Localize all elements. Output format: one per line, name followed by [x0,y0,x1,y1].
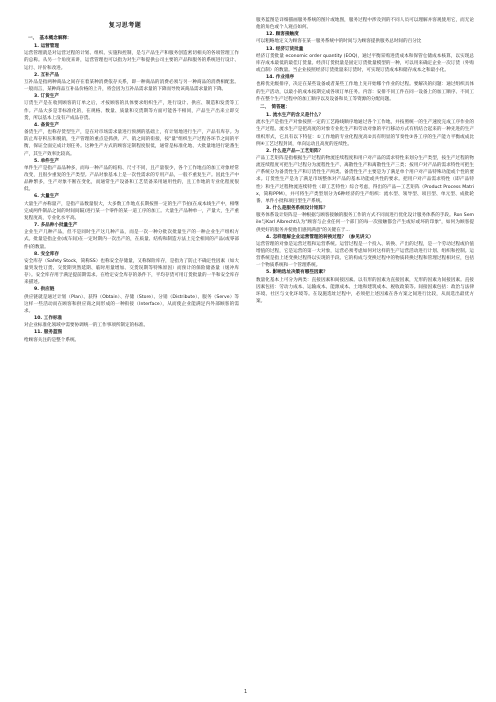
concept-item-title [24,251,239,258]
concept-item-text: 供应链就是通过计划（Plan）、获得（Obtain）、存储（Store）、分销（Distribute）、服务（Serve）等这样一些活动而在顾客和供应商之间形成的一种衔接（Interface），从而使企业能满足内外部顾客的需求。 [24,294,239,314]
concept-item-number: 14. [266,75,275,81]
concept-item-title-text: 单件生产 [40,158,59,164]
concept-item-number: 2. [34,72,39,78]
concept-item-number: 11. [34,330,43,336]
right-column [256,17,474,305]
concept-item-number: 1. [34,44,39,50]
question-item-title [256,234,474,241]
concept-item-title-text: 互补产品 [40,72,59,78]
concept-item-title [24,72,239,79]
concept-item-text: 企业生产几种产品，但不是同时生产这几种产品，而是一次一种分批次批量生产的一种企业生产组织方式。批量是指企业(或车间)在一定时期内一次出产的，在质量、结构和制造方法上完全相同的产品(或零部件)的数量。 [24,230,239,250]
concept-item-title-text: 多品种小批量生产 [40,223,78,229]
concept-item-title [24,222,239,229]
question-item-title [256,269,474,276]
concept-item-title-text: 顾客接触度 [275,32,299,38]
concept-item-title-text: 安全库存 [40,251,59,257]
concept-item-text: 单件生产是指产品品种多，而每一种产品的结构、尺寸不同，且产量很少，各个工作地点的加工对象经常改变，且很少重复的生产类型。产品对象基本上是一次性需求的专用产品，一般不重复生产。因此生产中品种繁多，生产对象不断在变化，而通常生产设备和工艺装备采用通用性的，且工作地的专业化程度很低。 [24,165,239,193]
concept-item-title-text: 订货生产 [40,94,59,100]
question-item-text: 运营管理的对象是运营过程和运营系统。运营过程是一个投入、转换、产出的过程，是一个劳动过程或价值增值的过程，它是运营的第一大对象，运营必须考虑如何对这样的生产运营活动进行计划、组织和控制。运营系统是指上述变换过程得以实现的手段。它的构成与变换过程中的物质转换过程和管理过程相对应，包括一个物质系统和一个管理系统。 [256,241,474,269]
doc-title: 复习思考题 [108,22,142,29]
concept-item-title-text: 备货生产 [40,122,59,128]
concept-item-text: 订货生产是在收到顾客的订单之后，才按顾客的具体要求组织生产，进行设计、供应、制造和发货等工作。产品大多是非标准化的，在规格、数量、质量和交货期等方面可能各不相同，产品生产出来立即交货，所以基本上没有产成品存货。 [24,101,239,121]
left-column [24,34,239,344]
concept-item-title-text: 作业排序 [275,75,295,81]
question-item-number: 2. [266,148,271,154]
question-item-title-text: 什么是服务系统设计矩阵？ [272,206,328,212]
concept-item-number: 7. [34,223,39,229]
concept-item-text: 大量生产亦称量产，是指产品数量很大，大多数工作地点长期按照一定的生产节拍(在成本线生产中，相继完成两件制品之间的时间间隔)进行某一个零件的某一道工序的加工。大量生产品种单一，产量大，生产重复程度高，专业化水平高。 [24,201,239,221]
question-item-text: 服务体系设计矩阵是一种根据与顾客接触的服务工作的方式不同而进行优化设计服务体系的手段。Ron Semile与Karl Albrecht认为"顾客与企业任何一个部门的每一次接触都会产生或好或坏的印象"，如何为顾客提供更好的服务并使他们感到满意"的关键在于... [256,213,474,233]
concept-item-number: 8. [34,251,39,257]
question-item-title [256,112,474,119]
question-item-title-text: 什么是产品—工艺矩阵？ [272,148,324,154]
concept-item-text: 互补品是指两种商品之间存在着某种消费依存关系，即一种商品的消费必须与另一种商品的消费相配套。一般而言，某种商品互补品价格的上升，将会因为互补品需求量的下降而导致该商品需求量的下降。 [24,79,239,93]
concept-item-number: 6. [34,194,39,200]
concept-item-title [24,286,239,293]
concept-item-title [256,46,474,53]
question-item-text: 数量化基本上可分为两类：直接因素和间接因素。以有形的因素为直接因素，无形的因素为间接因素。直接因素包括：劳动力成本、运输成本、能源成本、土地和建筑成本、税收政策等。间接因素包括：政治与法律环境、社区与文化环境等。在设施选址过程中，必须把上述因素在各方案之间进行比较，从而选出最优方案。 [256,277,474,305]
question-item-number: 3. [266,206,271,212]
concept-item-title [24,193,239,200]
concept-item-title [24,329,239,336]
concept-item-title-text: 大量生产 [40,194,59,200]
concept-item-number: 12. [266,32,275,38]
page-number: 1 [244,689,248,695]
question-item-title [256,148,474,155]
question-item-number: 1. [266,113,271,119]
concept-item-text: 备货生产，也称存货型生产，是在对市场需求量进行预测的基础上，有计划地进行生产，产品有库存。为防止库存积压和脱销，生产管理的重点是抓供、产、销之间的衔接，按"量"组织生产过程各环节之间的平衡，保证全面完成计划任务。这种生产方式的顾客定制程度很低，通常是标准化地、大批量地进行轮番生产，其生产效率比较高。 [24,130,239,157]
concept-item-number: 13. [266,46,275,52]
concept-item-number: 9. [34,287,39,293]
question-item-title-text: 影响选址决策有哪些因素？ [272,270,328,276]
question-item-title-text: 流水生产的含义是什么？ [272,113,324,119]
concept-item-text: 对企业标准化领域中需要协调统一的工作事项所制定的标准。 [24,323,149,329]
concept-item-title [24,122,239,129]
concept-item-title-text: 运营管理 [40,44,59,50]
question-item-title [256,205,474,212]
section-heading-concepts: 一、 基本概念解释： [28,36,72,41]
section-heading-short-answer: 二、 简答题： [260,104,290,110]
service-blueprint-continued: 服务蓝图是详细描画服务系统的图片或地图，服务过程中涉及到的不同人员可以理解并客观使用它，而无论他的角色或个人观点如何。 [256,18,474,31]
question-item-title-text: 怎样理解企业运营管理的转换过程？（参见讲义） [272,234,374,240]
question-item-text: 产品工艺矩阵是指根据生产过程的物流连续程度和用户对产品的需求特性来划分生产类型，按生产过程的物流连续程度可把生产过程分为流程性生产、离散性生产和离散性生产三类；按用户对产品的需求特性可把生产系统分为备货性生产和订货性生产两类。备货性生产主要是为了满足单个用户对产品特殊功能或个性的要求。订货性生产是为了满足市场整体对产品的基本功能或共性的要求。把用户对产品需求特性（即产品特性）和生产过程物流连续特性（即工艺特性）综合考虑，得出的产品—工艺矩阵（Product Process Matrix，简称PPM），并可将生产类型划分为6种经济的生产组织：流水型、领导型、项目型、单元型、成批轮番、单件小批和项目型生产系统。 [256,155,474,204]
concept-item-text: 给顾客关注的是整个系统。 [24,337,80,343]
concept-item-text: 经济订货批量 economic order quantity (EOQ)，通过平衡采购进货成本和保管仓储成本核算，以实现总库存成本最低的最佳订货量。经济订货批量是固定订货批量模型的一种，可以用来确定企业一次订货（外购或自制）的数量。当企业按照经济订货批量来订货时，可实现订货成本和储存成本之和最小化。 [256,53,474,74]
question-list [256,112,474,305]
concept-item-title-text: 经济订货批量 [275,46,304,52]
question-item-text: 流水生产是指生产对象按照一定的工艺路线顺序地通过各个工作地，并按照统一的生产速度完成工序作业的生产过程。流水生产是把高度的对象专业化生产和劳动对象的平行移动方式有机结合起来的一种先进的生产组织形式，它具有以下特征：①工作地的专业化程度高②具有明显的节奏性③各工序的生产能力平衡或成比例④工艺过程封闭，单向运动且高度的连续性。 [256,120,474,147]
concept-item-number: 4. [34,122,39,128]
concept-item-number: 5. [34,158,39,164]
concept-item-number: 3. [34,94,39,100]
concept-item-title-text: 工作标准 [43,316,63,322]
concept-item-text: 也称优先级排序，决定在某些设备或者某些工作地上先开始哪个作业的过程。要解决的问题：通过组织具体的生产活动，以最小的成本按期完成各项订单任务。内容：安排不同工件在同一设备上的加工顺序、不同工件在整个生产过程中的加工顺序以及设备和员工等资源的分配问题。 [256,82,474,102]
concept-item-title [24,158,239,165]
question-item-number: 4. [266,234,271,240]
concept-list-continued [256,31,474,103]
question-item-number: 5. [266,270,271,276]
concept-item-text: 安全库存（Safety Stock，简称SS）也称安全存储量，又称保险库存，是指为了防止不确定性因素（如大量突发性订货、交货期突然延期、临时用量增加、交货误期等特殊原因）而预计的保险储备量（缓冲库存）。安全库存用于满足提前期需求。在给定安全库存的条件下，平均存货可用订货批量的一半和安全库存来描述。 [24,258,239,286]
concept-item-title [24,43,239,50]
concept-item-title [256,31,474,38]
concept-item-number: 10. [34,316,43,322]
concept-list [24,43,239,344]
concept-item-title-text: 供应链 [40,287,55,293]
concept-item-title [24,93,239,100]
concept-item-text: 运营管理就是对运营过程的计划、组织、实施和控制，是与产品生产和服务创造密切相关的各项管理工作的总称。从另一个角度来讲，运营管理也可以指为对生产和提供公司主要的产品和服务的系统进行设计、运行、评价和改进。 [24,51,239,71]
concept-item-title [256,74,474,81]
concept-item-title-text: 服务蓝图 [43,330,63,336]
concept-item-text: 可以粗略地定义为顾客在某一服务系统中的时间与为顾客提供服务总时间的百分比 [256,39,422,45]
concept-item-title [24,315,239,322]
